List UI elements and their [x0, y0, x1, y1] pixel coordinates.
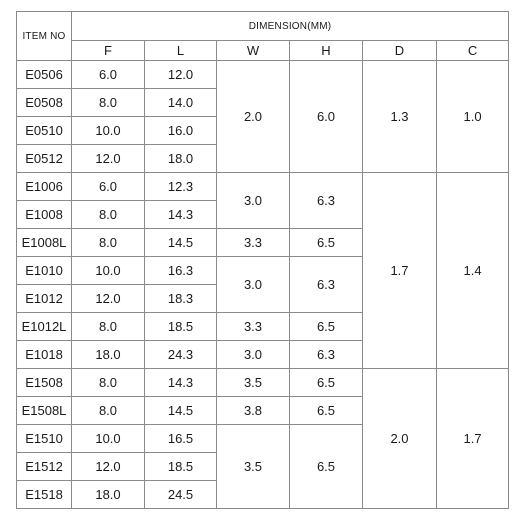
item-no-cell: E1508L [17, 397, 72, 425]
f-cell: 6.0 [72, 61, 145, 89]
l-cell: 14.3 [145, 201, 217, 229]
l-cell: 24.5 [145, 481, 217, 509]
f-cell: 12.0 [72, 285, 145, 313]
w-cell: 2.0 [217, 61, 290, 173]
item-no-cell: E1012L [17, 313, 72, 341]
w-cell: 3.5 [217, 425, 290, 509]
l-cell: 12.3 [145, 173, 217, 201]
h-cell: 6.0 [290, 61, 363, 173]
l-cell: 12.0 [145, 61, 217, 89]
item-no-cell: E1012 [17, 285, 72, 313]
l-cell: 14.3 [145, 369, 217, 397]
h-cell: 6.5 [290, 313, 363, 341]
item-no-cell: E0512 [17, 145, 72, 173]
item-no-header: ITEM NO [17, 12, 72, 61]
item-no-cell: E1010 [17, 257, 72, 285]
item-no-cell: E1512 [17, 453, 72, 481]
item-no-cell: E1508 [17, 369, 72, 397]
col-header-l: L [145, 41, 217, 61]
f-cell: 10.0 [72, 257, 145, 285]
l-cell: 18.3 [145, 285, 217, 313]
f-cell: 12.0 [72, 453, 145, 481]
l-cell: 16.3 [145, 257, 217, 285]
f-cell: 8.0 [72, 397, 145, 425]
dimension-group-header: DIMENSION(MM) [72, 12, 509, 41]
w-cell: 3.0 [217, 173, 290, 229]
w-cell: 3.3 [217, 229, 290, 257]
d-cell: 1.7 [363, 173, 437, 369]
l-cell: 18.0 [145, 145, 217, 173]
h-cell: 6.5 [290, 229, 363, 257]
h-cell: 6.3 [290, 173, 363, 229]
f-cell: 8.0 [72, 313, 145, 341]
l-cell: 16.0 [145, 117, 217, 145]
l-cell: 18.5 [145, 453, 217, 481]
f-cell: 8.0 [72, 201, 145, 229]
col-header-c: C [437, 41, 509, 61]
f-cell: 8.0 [72, 89, 145, 117]
h-cell: 6.5 [290, 425, 363, 509]
h-cell: 6.3 [290, 257, 363, 313]
w-cell: 3.3 [217, 313, 290, 341]
item-no-cell: E1008 [17, 201, 72, 229]
w-cell: 3.0 [217, 257, 290, 313]
item-no-cell: E1018 [17, 341, 72, 369]
item-no-cell: E1510 [17, 425, 72, 453]
f-cell: 6.0 [72, 173, 145, 201]
w-cell: 3.8 [217, 397, 290, 425]
l-cell: 14.5 [145, 229, 217, 257]
col-header-d: D [363, 41, 437, 61]
l-cell: 14.5 [145, 397, 217, 425]
item-no-cell: E0508 [17, 89, 72, 117]
f-cell: 8.0 [72, 229, 145, 257]
h-cell: 6.5 [290, 369, 363, 397]
c-cell: 1.0 [437, 61, 509, 173]
f-cell: 8.0 [72, 369, 145, 397]
f-cell: 18.0 [72, 481, 145, 509]
item-no-cell: E0510 [17, 117, 72, 145]
table-row [17, 369, 509, 397]
d-cell: 1.3 [363, 61, 437, 173]
f-cell: 10.0 [72, 425, 145, 453]
l-cell: 18.5 [145, 313, 217, 341]
item-no-cell: E1006 [17, 173, 72, 201]
l-cell: 14.0 [145, 89, 217, 117]
f-cell: 12.0 [72, 145, 145, 173]
c-cell: 1.7 [437, 369, 509, 509]
col-header-h: H [290, 41, 363, 61]
table-row [17, 61, 509, 89]
c-cell: 1.4 [437, 173, 509, 369]
d-cell: 2.0 [363, 369, 437, 509]
w-cell: 3.5 [217, 369, 290, 397]
f-cell: 18.0 [72, 341, 145, 369]
h-cell: 6.3 [290, 341, 363, 369]
item-no-cell: E0506 [17, 61, 72, 89]
f-cell: 10.0 [72, 117, 145, 145]
col-header-w: W [217, 41, 290, 61]
item-no-cell: E1008L [17, 229, 72, 257]
col-header-f: F [72, 41, 145, 61]
l-cell: 16.5 [145, 425, 217, 453]
dimension-table [16, 11, 509, 509]
l-cell: 24.3 [145, 341, 217, 369]
table-row [17, 173, 509, 201]
h-cell: 6.5 [290, 397, 363, 425]
w-cell: 3.0 [217, 341, 290, 369]
item-no-cell: E1518 [17, 481, 72, 509]
